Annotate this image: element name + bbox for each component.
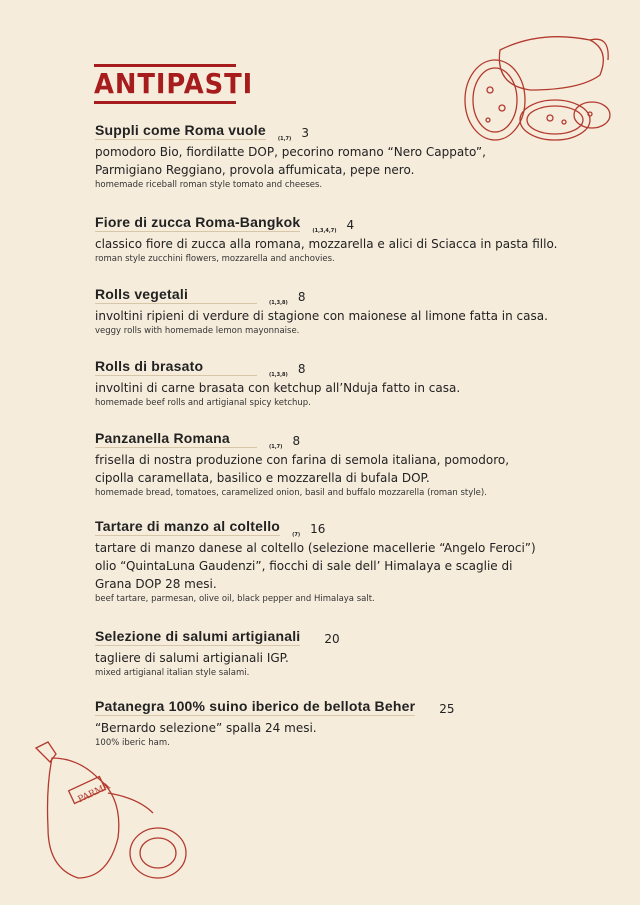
description-line: olio “QuintaLuna Gaudenzi”, fiocchi di sale dell’ Himalaya e scaglie di — [95, 559, 513, 573]
item-english-description: 100% iberic ham. — [95, 738, 170, 748]
item-allergens: (1,7) — [269, 444, 283, 450]
item-allergens: (1,3,8) — [269, 372, 288, 378]
section-title: ANTIPASTI — [94, 67, 254, 100]
menu-item — [95, 286, 565, 337]
menu-item-header — [95, 214, 565, 232]
menu-item-header — [95, 430, 565, 448]
item-description — [95, 451, 565, 487]
section-title-frame — [94, 64, 254, 104]
item-allergens: (1,3,4,7) — [312, 228, 337, 234]
description-line: “Bernardo selezione” spalla 24 mesi. — [95, 721, 317, 735]
menu-item — [95, 430, 565, 499]
item-allergens: (1,3,8) — [269, 300, 288, 306]
menu-item-header — [95, 286, 565, 304]
item-name: Panzanella Romana — [95, 431, 257, 448]
menu-item-header — [95, 518, 565, 536]
description-line: involtini ripieni di verdure di stagione con maionese al limone fatta in casa. — [95, 309, 548, 323]
item-name: Tartare di manzo al coltello — [95, 518, 281, 534]
item-price: 8 — [297, 362, 306, 376]
item-english-description: beef tartare, parmesan, olive oil, black pepper and Himalaya salt. — [95, 594, 375, 604]
menu-item-header — [95, 122, 565, 140]
item-description — [95, 379, 565, 397]
item-description — [95, 719, 565, 737]
item-english-description: homemade beef rolls and artigianal spicy ketchup. — [95, 398, 311, 408]
menu-item — [95, 628, 565, 679]
description-line: involtini di carne brasata con ketchup all’Nduja fatto in casa. — [95, 381, 461, 395]
item-allergens: (1,7) — [277, 136, 292, 142]
item-english-description: veggy rolls with homemade lemon mayonnaise. — [95, 326, 300, 336]
description-line: Parmigiano Reggiano, provola affumicata, pepe nero. — [95, 163, 415, 177]
item-english-description: homemade riceball roman style tomato and cheeses. — [95, 180, 323, 190]
menu-item-header — [95, 628, 565, 646]
item-description — [95, 143, 565, 179]
prosciutto-illustration — [28, 738, 188, 888]
description-line: frisella di nostra produzione con farina di semola italiana, pomodoro, — [95, 453, 510, 467]
item-description — [95, 539, 565, 593]
item-name: Patanegra 100% suino iberico de bellota Beher — [95, 698, 416, 714]
item-english-description: homemade bread, tomatoes, caramelized onion, basil and buffalo mozzarella (roman style). — [95, 488, 487, 498]
item-price: 3 — [301, 126, 309, 140]
description-line: cipolla caramellata, basilico e mozzarella di bufala DOP. — [95, 471, 430, 485]
item-name: Suppli come Roma vuole — [95, 122, 266, 138]
menu-item — [95, 122, 565, 191]
menu-item-header — [95, 358, 565, 376]
description-line: classico fiore di zucca alla romana, mozzarella e alici di Sciacca in pasta fillo. — [95, 237, 558, 251]
item-price: 20 — [324, 632, 340, 646]
item-english-description: mixed artigianal italian style salami. — [95, 668, 250, 678]
description-line: Grana DOP 28 mesi. — [95, 577, 217, 591]
item-price: 4 — [346, 218, 355, 232]
item-description — [95, 235, 565, 253]
item-english-description: roman style zucchini flowers, mozzarella and anchovies. — [95, 254, 335, 264]
parma-label: PARMA — [76, 781, 112, 806]
description-line: tartare di manzo danese al coltello (selezione macellerie “Angelo Feroci”) — [95, 541, 536, 555]
description-line: pomodoro Bio, fiordilatte DOP, pecorino romano “Nero Cappato”, — [95, 145, 486, 159]
item-price: 8 — [292, 434, 301, 448]
item-price: 25 — [439, 702, 455, 716]
menu-item — [95, 358, 565, 409]
menu-item — [95, 518, 565, 605]
item-price: 16 — [310, 522, 326, 536]
item-description — [95, 307, 565, 325]
item-name: Rolls vegetali — [95, 287, 257, 304]
item-name: Fiore di zucca Roma-Bangkok — [95, 214, 301, 230]
item-price: 8 — [297, 290, 306, 304]
menu-item — [95, 214, 565, 265]
item-description — [95, 649, 565, 667]
menu-item — [95, 698, 565, 749]
item-name: Selezione di salumi artigianali — [95, 628, 301, 644]
item-allergens: (7) — [292, 532, 301, 538]
description-line: tagliere di salumi artigianali IGP. — [95, 651, 289, 665]
menu-item-header — [95, 698, 565, 716]
item-name: Rolls di brasato — [95, 359, 257, 376]
